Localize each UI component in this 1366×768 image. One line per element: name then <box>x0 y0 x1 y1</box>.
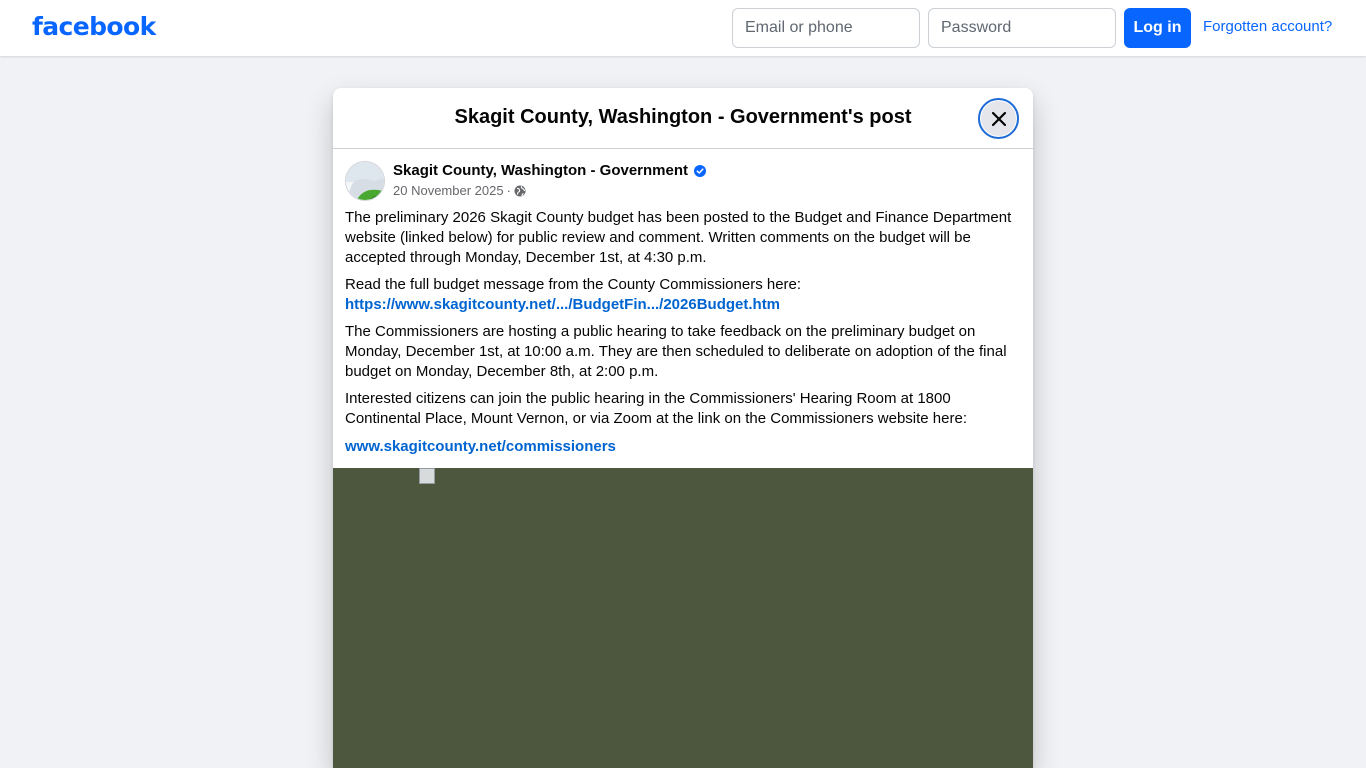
dialog-title: Skagit County, Washington - Government's post <box>454 106 912 128</box>
dialog-header <box>333 88 1033 149</box>
post-paragraph: The Commissioners are hosting a public hearing to take feedback on the preliminary budget on Monday, December 1st, at 10:00 a.m. They are then scheduled to deliberate on adoption of the final budget on Monday, December 8th, at 2:00 p.m. <box>345 323 1007 380</box>
facebook-logo[interactable]: facebook <box>32 12 156 41</box>
commissioners-link[interactable]: www.skagitcounty.net/commissioners <box>345 438 616 455</box>
post-meta <box>393 183 526 198</box>
post-date[interactable]: 20 November 2025 <box>393 183 504 198</box>
post-paragraph <box>345 275 1021 315</box>
page-name[interactable] <box>393 162 706 179</box>
verified-badge-icon <box>694 165 706 177</box>
password-field[interactable] <box>928 8 1116 48</box>
top-bar <box>0 0 1366 56</box>
close-icon <box>991 111 1007 127</box>
post-body <box>345 208 1021 457</box>
page-name-text[interactable]: Skagit County, Washington - Government <box>393 162 689 179</box>
post-paragraph: Interested citizens can join the public hearing in the Commissioners' Hearing Room at 1800 Continental Place, Mount Vernon, or via Zoom at the link on the Commissioners website here: <box>345 390 967 427</box>
meta-separator: · <box>506 183 511 198</box>
login-button[interactable]: Log in <box>1124 8 1191 48</box>
broken-image-placeholder <box>419 468 939 484</box>
email-field[interactable] <box>732 8 920 48</box>
avatar-image <box>346 162 385 201</box>
post-media[interactable] <box>333 468 1033 768</box>
globe-icon <box>514 185 526 197</box>
forgot-account-link[interactable]: Forgotten account? <box>1203 18 1333 35</box>
budget-link[interactable]: https://www.skagitcounty.net/.../BudgetFin.../2026Budget.htm <box>345 296 781 313</box>
broken-image-icon <box>419 468 435 484</box>
post-paragraph-text: Read the full budget message from the County Commissioners here: <box>345 276 802 293</box>
post-dialog <box>333 88 1033 768</box>
post-paragraph: The preliminary 2026 Skagit County budget has been posted to the Budget and Finance Department website (linked below) for public review and comment. Written comments on the budget will be accepted through Monday, December 1st, at 4:30 p.m. <box>345 209 1012 266</box>
page-avatar[interactable] <box>345 161 385 201</box>
close-button[interactable] <box>978 98 1019 139</box>
